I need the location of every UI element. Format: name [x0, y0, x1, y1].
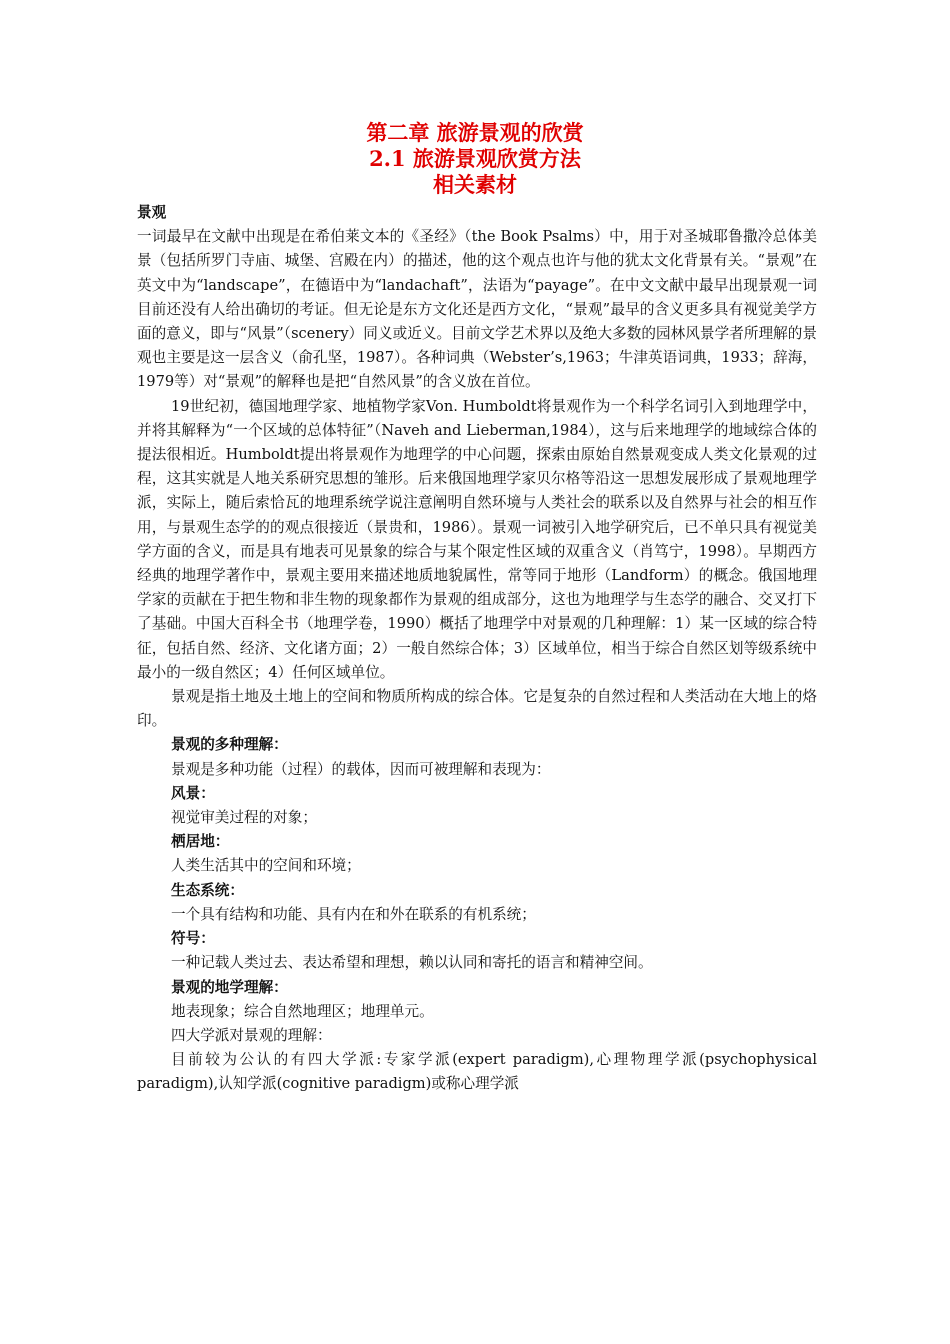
paragraph-3: 景观是指土地及土地上的空间和物质所构成的综合体。它是复杂的自然过程和人类活动在大地上的烙印。	[137, 688, 817, 730]
subsection-title: 相关素材	[433, 172, 517, 197]
paragraph-1: 一词最早在文献中出现是在希伯莱文本的《圣经》（the Book Psalms）中，用于对圣城耶鲁撒冷总体美景（包括所罗门寺庙、城堡、宫殿在内）的描述，他的这个观点也许与他的犹太文化背景有关。“景观”在英文中为“landscape”，在德语中为“landachaft”，法语为“payage”。在中文文献中最早出现景观一词目前还没有人给出确切的考证。但无论是东方文化还是西方文化，“景观”最早的含义更多具有视觉美学方面的意义，即与“风景”（scenery）同义或近义。目前文学艺术界以及绝大多数的园林风景学者所理解的景观也主要是这一层含义（俞孔坚，1987）。各种词典（Webster’s,1963；牛津英语词典，1933；辞海，1979等）对“景观”的解释也是把“自然风景”的含义放在首位。	[137, 228, 817, 391]
schools-paragraph: 目前较为公认的有四大学派:专家学派(expert paradigm),心理物理学派(psychophysical paradigm),认知学派(cognitive paradigm)或称心理学派	[137, 1051, 817, 1093]
heading-multi-understanding: 景观的多种理解：	[171, 736, 288, 754]
title-block	[0, 120, 950, 198]
heading-geo-understanding: 景观的地学理解：	[171, 978, 288, 996]
section-title: 2.1 旅游景观欣赏方法	[369, 146, 581, 171]
paragraph-2: 19世纪初，德国地理学家、地植物学家Von. Humboldt将景观作为一个科学名词引入到地理学中，并将其解释为“一个区域的总体特征”（Naveh and Lieberman,1984），这与后来地理学的地域综合体的提法很相近。Humboldt提出将景观作为地理学的中心问题，探索由原始自然景观变成人类文化景观的过程，这其实就是人地关系研究思想的雏形。后来俄国地理学家贝尔格等沿这一思想发展形成了景观地理学派，实际上，随后索恰瓦的地理系统学说注意阐明自然环境与人类社会的联系以及自然界与社会的相互作用，与景观生态学的的观点很接近（景贵和，1986）。景观一词被引入地学研究后，已不单只具有视觉美学方面的含义，而是具有地表可见景象的综合与某个限定性区域的双重含义（肖笃宁，1998）。早期西方经典的地理学著作中，景观主要用来描述地质地貌属性，常等同于地形（Landform）的概念。俄国地理学家的贡献在于把生物和非生物的现象都作为景观的组成部分，这也为地理学与生态学的融合、交叉打下了基础。中国大百科全书（地理学卷，1990）概括了地理学中对景观的几种理解：1）某一区域的综合特征，包括自然、经济、文化诸方面；2）一般自然综合体；3）区域单位，相当于综合自然区划等级系统中最小的一级自然区；4）任何区域单位。	[137, 397, 817, 681]
item-term: 符号：	[171, 930, 215, 948]
item-desc: 一种记载人类过去、表达希望和理想，赖以认同和寄托的语言和精神空间。	[171, 954, 653, 972]
item-desc: 人类生活其中的空间和环境；	[171, 857, 361, 875]
multi-intro: 景观是多种功能（过程）的载体，因而可被理解和表现为：	[171, 760, 551, 778]
heading-landscape: 景观	[137, 204, 167, 221]
heading-schools: 四大学派对景观的理解：	[171, 1026, 332, 1044]
item-desc: 一个具有结构和功能、具有内在和外在联系的有机系统；	[171, 905, 536, 923]
item-term: 生态系统：	[171, 881, 244, 899]
item-desc: 视觉审美过程的对象；	[171, 809, 317, 827]
chapter-title: 第二章 旅游景观的欣赏	[366, 120, 584, 145]
geo-desc: 地表现象；综合自然地理区；地理单元。	[171, 1002, 434, 1020]
document-body	[137, 201, 817, 1097]
item-term: 风景：	[171, 784, 215, 802]
item-term: 栖居地：	[171, 833, 230, 851]
